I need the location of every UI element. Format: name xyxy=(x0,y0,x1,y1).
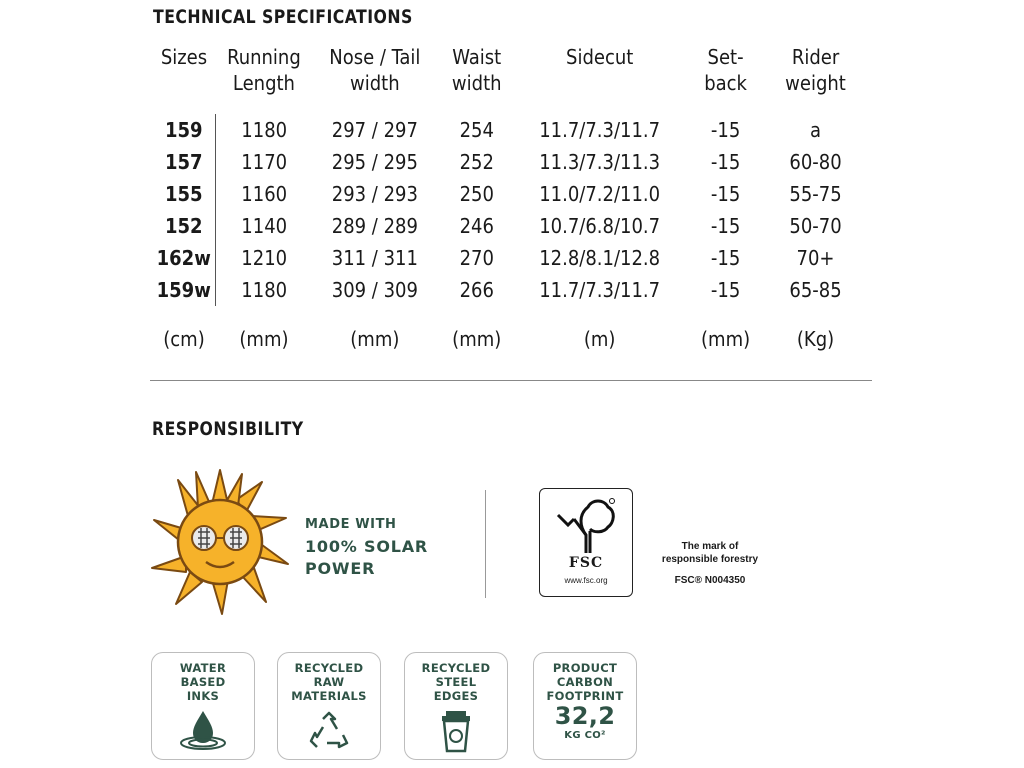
badge-raw-l2: RAW xyxy=(313,675,345,689)
header-waist-width: Waist width xyxy=(451,45,502,95)
unit-kg: (Kg) xyxy=(796,327,835,351)
cell-size: 159w xyxy=(156,278,211,302)
cell-rider-weight: 55-75 xyxy=(789,182,842,206)
specs-table xyxy=(152,44,864,364)
cell-running-length: 1210 xyxy=(216,242,312,274)
unit-cm: (cm) xyxy=(163,327,205,351)
table-row xyxy=(152,146,864,178)
solar-power-label xyxy=(305,514,428,580)
fsc-description xyxy=(648,540,772,587)
cell-running-length: 1180 xyxy=(216,274,312,306)
badge-water-based-inks xyxy=(151,652,255,760)
carbon-footprint-unit: KG CO² xyxy=(564,730,606,741)
cell-rider-weight: a xyxy=(810,118,822,142)
fsc-line-2: responsible forestry xyxy=(661,554,759,565)
cell-waist: 266 xyxy=(459,278,494,302)
section-divider xyxy=(150,380,872,381)
cell-rider-weight: 50-70 xyxy=(789,214,842,238)
cell-setback: -15 xyxy=(710,150,741,174)
cell-size: 157 xyxy=(164,150,203,174)
cell-sidecut: 12.8/8.1/12.8 xyxy=(539,246,661,270)
table-row xyxy=(152,178,864,210)
fsc-tree-icon xyxy=(554,495,618,555)
badge-steel-l2: STEEL xyxy=(435,675,477,689)
header-sidecut: Sidecut xyxy=(566,45,634,69)
vertical-divider xyxy=(485,490,486,598)
cell-waist: 270 xyxy=(459,246,494,270)
table-units-row xyxy=(152,306,864,364)
badge-water-l2: BASED xyxy=(180,675,226,689)
cell-running-length: 1180 xyxy=(216,114,312,146)
badge-water-l3: INKS xyxy=(186,689,220,703)
cell-nose-tail: 289 / 289 xyxy=(331,214,418,238)
cell-waist: 252 xyxy=(459,150,494,174)
solar-line-1: MADE WITH xyxy=(305,517,397,532)
cell-running-length: 1140 xyxy=(216,210,312,242)
cell-sidecut: 11.3/7.3/11.3 xyxy=(539,150,661,174)
cell-running-length: 1160 xyxy=(216,178,312,210)
recycle-icon xyxy=(307,711,351,751)
table-row xyxy=(152,274,864,306)
fsc-logo-label: FSC xyxy=(568,555,604,571)
cell-rider-weight: 60-80 xyxy=(789,150,842,174)
recycle-bin-icon xyxy=(438,709,474,753)
badge-raw-l3: MATERIALS xyxy=(291,689,367,703)
badge-carbon-l1: PRODUCT xyxy=(552,661,618,675)
header-sizes: Sizes xyxy=(160,45,208,69)
cell-rider-weight: 65-85 xyxy=(789,278,842,302)
badge-recycled-steel-edges xyxy=(404,652,508,760)
cell-size: 155 xyxy=(164,182,203,206)
specs-title: TECHNICAL SPECIFICATIONS xyxy=(153,6,413,28)
table-row xyxy=(152,242,864,274)
cell-setback: -15 xyxy=(710,118,741,142)
table-row xyxy=(152,114,864,146)
cell-setback: -15 xyxy=(710,214,741,238)
cell-size: 152 xyxy=(164,214,203,238)
cell-rider-weight: 70+ xyxy=(796,246,835,270)
water-drop-icon xyxy=(175,709,231,753)
unit-mm: (mm) xyxy=(239,327,289,351)
cell-waist: 254 xyxy=(459,118,494,142)
cell-sidecut: 11.0/7.2/11.0 xyxy=(539,182,661,206)
cell-waist: 250 xyxy=(459,182,494,206)
header-setback: Set- back xyxy=(704,45,747,95)
badge-raw-l1: RECYCLED xyxy=(294,661,364,675)
fsc-logo xyxy=(539,488,633,597)
badge-steel-l3: EDGES xyxy=(433,689,479,703)
sun-mascot-icon xyxy=(150,468,290,616)
solar-line-2: 100% SOLAR xyxy=(305,537,429,556)
badge-recycled-raw-materials xyxy=(277,652,381,760)
badge-steel-l1: RECYCLED xyxy=(421,661,491,675)
badge-carbon-footprint xyxy=(533,652,637,760)
cell-setback: -15 xyxy=(710,278,741,302)
cell-setback: -15 xyxy=(710,246,741,270)
cell-nose-tail: 297 / 297 xyxy=(331,118,418,142)
cell-size: 162w xyxy=(156,246,211,270)
badge-water-l1: WATER xyxy=(179,661,227,675)
unit-mm: (mm) xyxy=(452,327,502,351)
cell-nose-tail: 293 / 293 xyxy=(331,182,418,206)
table-row xyxy=(152,210,864,242)
cell-nose-tail: 295 / 295 xyxy=(331,150,418,174)
header-rider-weight: Rider weight xyxy=(785,45,846,95)
table-header-row xyxy=(152,44,864,114)
badge-carbon-l2: CARBON xyxy=(556,675,614,689)
cell-nose-tail: 309 / 309 xyxy=(331,278,418,302)
cell-nose-tail: 311 / 311 xyxy=(331,246,418,270)
unit-mm: (mm) xyxy=(350,327,400,351)
badge-carbon-l3: FOOTPRINT xyxy=(546,689,624,703)
fsc-line-1: The mark of xyxy=(681,541,739,552)
fsc-url: www.fsc.org xyxy=(564,576,608,585)
cell-waist: 246 xyxy=(459,214,494,238)
fsc-code: FSC® N004350 xyxy=(674,575,746,586)
unit-m: (m) xyxy=(583,327,616,351)
responsibility-title: RESPONSIBILITY xyxy=(152,418,304,440)
cell-sidecut: 10.7/6.8/10.7 xyxy=(539,214,661,238)
cell-running-length: 1170 xyxy=(216,146,312,178)
carbon-footprint-value: 32,2 xyxy=(554,702,616,730)
cell-setback: -15 xyxy=(710,182,741,206)
solar-line-3: POWER xyxy=(305,559,376,578)
header-nose-tail-width: Nose / Tail width xyxy=(329,45,421,95)
cell-size: 159 xyxy=(164,118,203,142)
unit-mm: (mm) xyxy=(701,327,751,351)
header-running-length: Running Length xyxy=(227,45,301,95)
cell-sidecut: 11.7/7.3/11.7 xyxy=(539,118,661,142)
cell-sidecut: 11.7/7.3/11.7 xyxy=(539,278,661,302)
